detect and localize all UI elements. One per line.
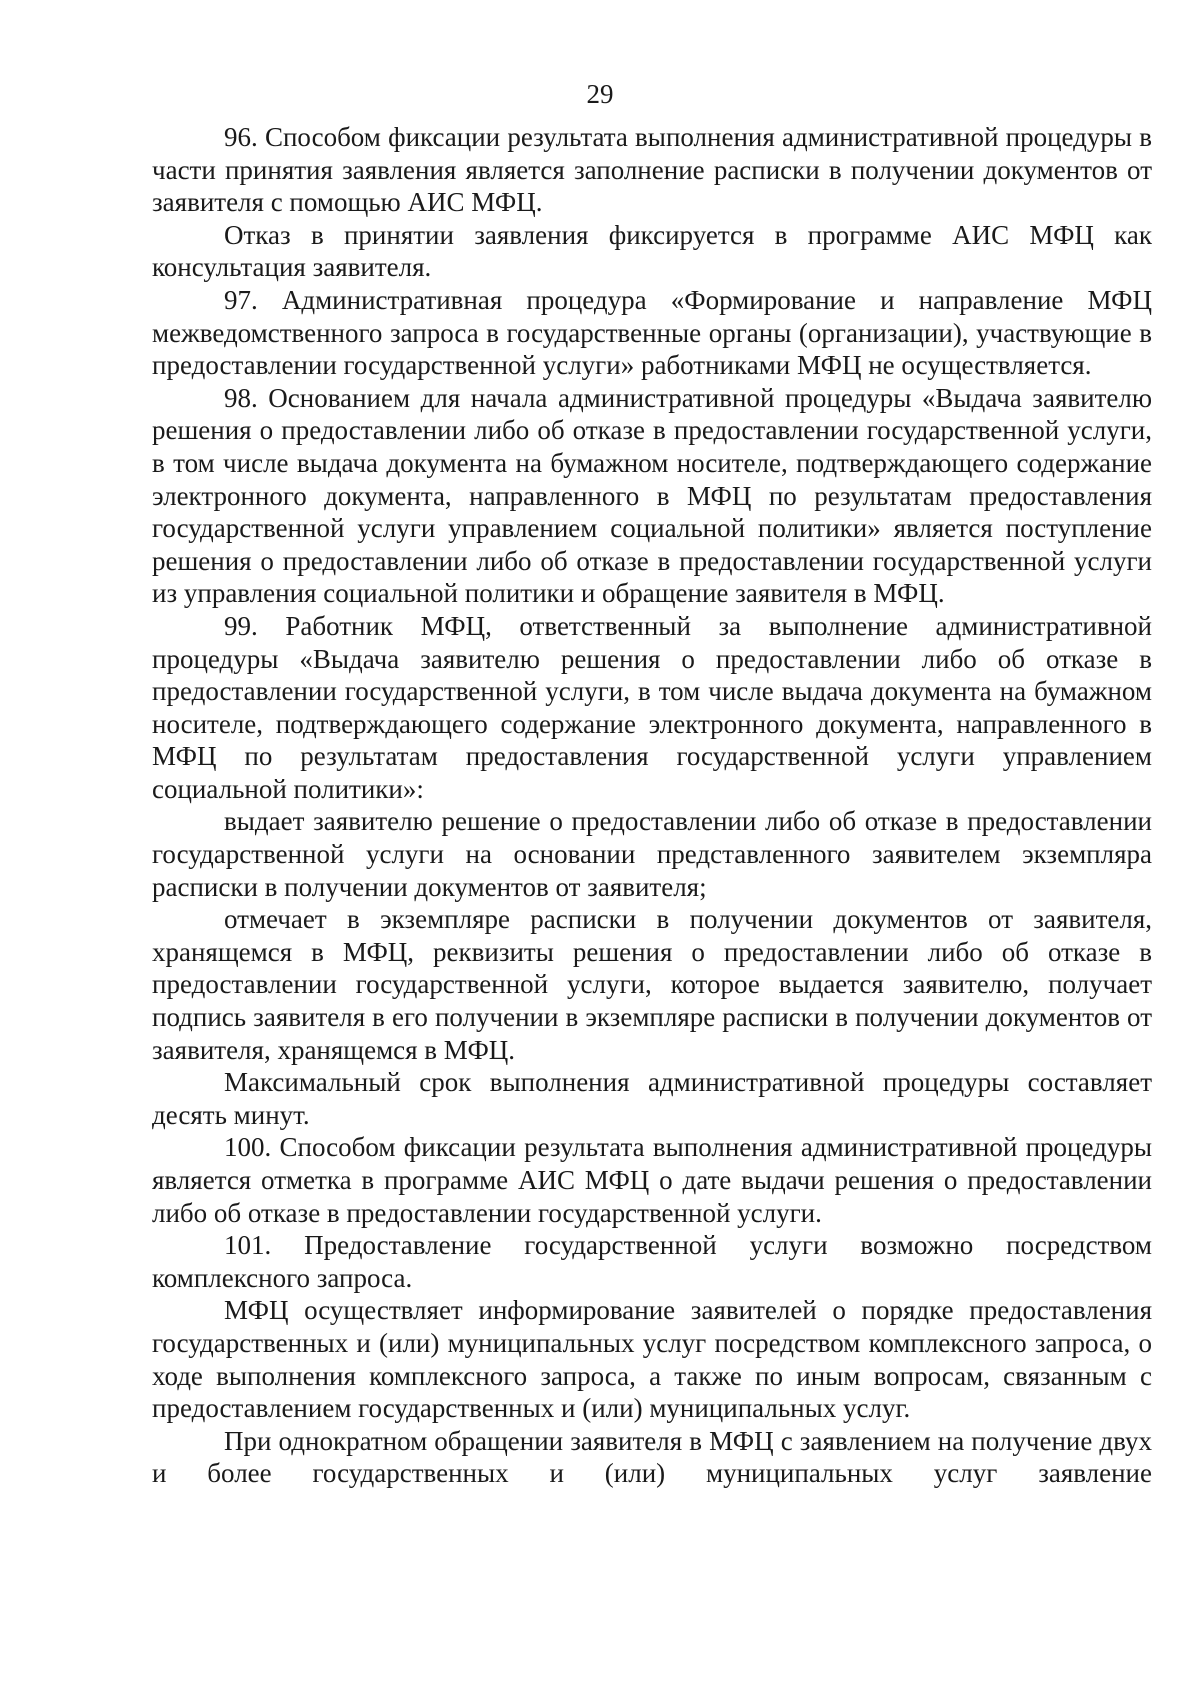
paragraph-max-time: Максимальный срок выполнения административной процедуры составляет десять минут.	[152, 1067, 1152, 1130]
paragraph-97: 97. Административная процедура «Формирование и направление МФЦ межведомственного запроса в государственные органы (организации), участвующие в предоставлении государственной услуги» работниками МФЦ не осуществляется.	[152, 284, 1152, 381]
page-number: 29	[586, 79, 614, 109]
paragraph-99-marks: отмечает в экземпляре расписки в получении документов от заявителя, хранящемся в МФЦ, реквизиты решения о предоставлении либо об отказе в предоставлении государственной услуги, которое выдается заявителю, получает подпись заявителя в его получении в экземпляре расписки в получении документов от заявителя, хранящемся в МФЦ.	[152, 904, 1152, 1065]
paragraph-96: 96. Способом фиксации результата выполнения административной процедуры в части принятия заявления является заполнение расписки в получении документов от заявителя с помощью АИС МФЦ.	[152, 122, 1152, 218]
paragraph-98: 98. Основанием для начала административной процедуры «Выдача заявителю решения о предоставлении либо об отказе в предоставлении государственной услуги, в том числе выдача документа на бумажном носителе, подтверждающего содержание электронного документа, направленного в МФЦ по результатам предоставления государственной услуги управлением социальной политики» является поступление решения о предоставлении либо об отказе в предоставлении государственной услуги из управления социальной политики и обращение заявителя в МФЦ.	[152, 382, 1152, 609]
paragraph-96-refusal: Отказ в принятии заявления фиксируется в программе АИС МФЦ как консультация заявителя.	[152, 219, 1152, 283]
paragraph-101: 101. Предоставление государственной услуги возможно посредством комплексного запроса.	[152, 1230, 1152, 1293]
paragraph-99: 99. Работник МФЦ, ответственный за выполнение административной процедуры «Выдача заявителю решения о предоставлении либо об отказе в предоставлении государственной услуги, в том числе выдача документа на бумажном носителе, подтверждающего содержание электронного документа, направленного в МФЦ по результатам предоставления государственной услуги управлением социальной политики»:	[152, 610, 1152, 804]
paragraph-single-application: При однократном обращении заявителя в МФЦ с заявлением на получение двух и более государственных и (или) муниципальных услуг заявление	[152, 1425, 1152, 1489]
paragraph-mfc-informs: МФЦ осуществляет информирование заявителей о порядке предоставления государственных и (или) муниципальных услуг посредством комплексного запроса, о ходе выполнения комплексного запроса, а также по иным вопросам, связанным с предоставлением государственных и (или) муниципальных услуг.	[152, 1295, 1152, 1424]
paragraph-100: 100. Способом фиксации результата выполнения административной процедуры является отметка в программе АИС МФЦ о дате выдачи решения о предоставлении либо об отказе в предоставлении государственной услуги.	[152, 1132, 1152, 1228]
document-body	[152, 121, 1152, 1490]
paragraph-99-issues: выдает заявителю решение о предоставлении либо об отказе в предоставлении государственной услуги на основании представленного заявителем экземпляра расписки в получении документов от заявителя;	[152, 806, 1152, 902]
